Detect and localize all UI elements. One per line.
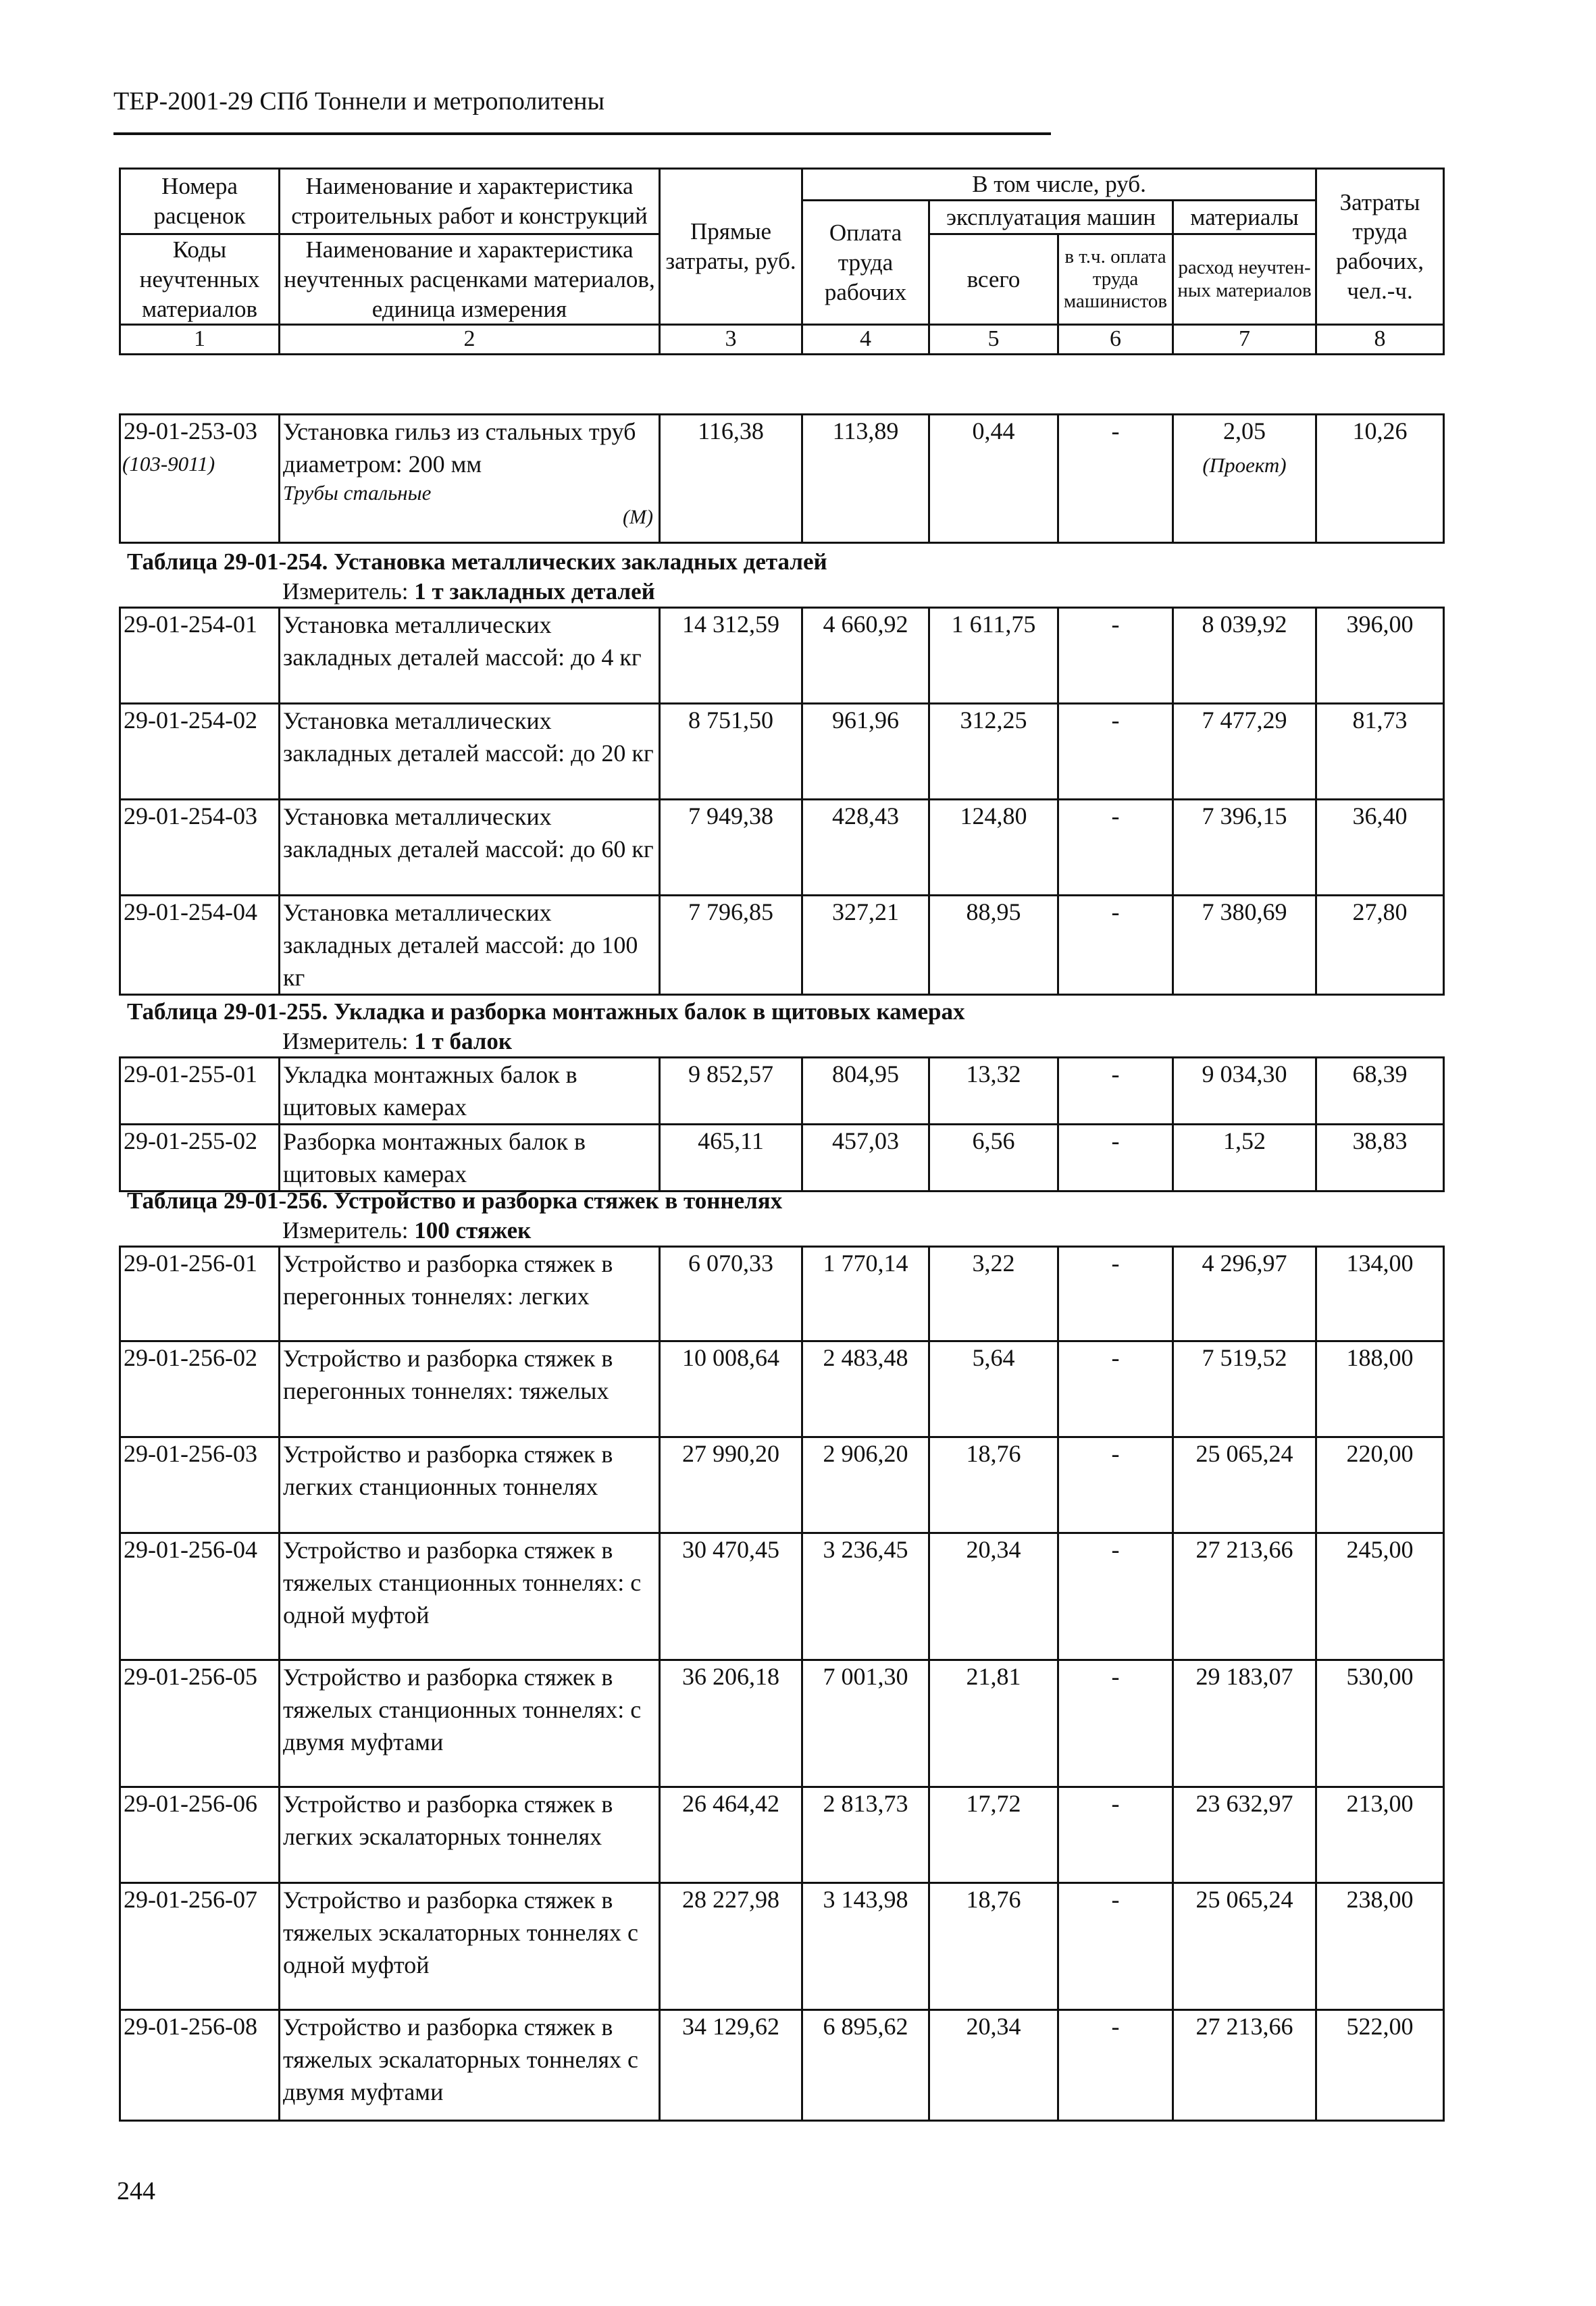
direct-costs: 26 464,42 [682, 1790, 779, 1817]
table-row [120, 1341, 1444, 1437]
direct-costs: 9 852,57 [688, 1060, 773, 1087]
operators-pay: - [1111, 1790, 1120, 1817]
direct-costs: 465,11 [698, 1127, 764, 1154]
machines-total: 88,95 [966, 898, 1021, 925]
table-29-01-255 [119, 1056, 1445, 1192]
column-number: 4 [802, 325, 929, 355]
work-name: Устройство и разборка стяжек в тяжелых станционных тоннелях: с двумя муфтами [283, 1664, 642, 1756]
header-direct-costs: Прямые затраты, руб. [660, 169, 802, 325]
labor-pay: 113,89 [832, 417, 899, 444]
operators-pay: - [1111, 1886, 1120, 1913]
machines-total: 20,34 [966, 2013, 1021, 2040]
machines-total: 17,72 [966, 1790, 1021, 1817]
work-name: Устройство и разборка стяжек в перегонных тоннелях: тяжелых [283, 1345, 613, 1404]
meter-value: 100 стяжек [414, 1217, 532, 1244]
operators-pay: - [1111, 1060, 1120, 1087]
header-including-group: В том числе, руб. [802, 169, 1316, 201]
table-row [120, 1533, 1444, 1660]
work-name: Установка металлических закладных деталей массой: до 60 кг [283, 803, 654, 863]
header-labor-pay: Оплата труда рабочих [802, 201, 929, 325]
direct-costs: 116,38 [698, 417, 764, 444]
machines-total: 0,44 [972, 417, 1015, 444]
machines-total: 13,32 [966, 1060, 1021, 1087]
machines-total: 5,64 [972, 1344, 1015, 1371]
meter-label: Измеритель: [282, 1217, 409, 1244]
direct-costs: 27 990,20 [682, 1440, 779, 1467]
machines-total: 1 611,75 [951, 611, 1036, 638]
table-29-01-254 [119, 607, 1445, 996]
materials-cost: 23 632,97 [1195, 1790, 1293, 1817]
direct-costs: 30 470,45 [682, 1536, 779, 1563]
column-number: 2 [280, 325, 660, 355]
table-row [120, 1247, 1444, 1341]
page-number: 244 [117, 2177, 155, 2205]
rate-code: 29-01-253-03 [124, 417, 257, 444]
machines-total: 18,76 [966, 1440, 1021, 1467]
materials-cost: 25 065,24 [1195, 1440, 1293, 1467]
operators-pay: - [1111, 1440, 1120, 1467]
work-name: Установка металлических закладных деталей массой: до 4 кг [283, 611, 642, 671]
labor-hours: 213,00 [1346, 1790, 1414, 1817]
labor-pay: 4 660,92 [823, 611, 908, 638]
header-rate-numbers: Номера расценок [120, 169, 280, 234]
operators-pay: - [1111, 1250, 1120, 1277]
rate-code: 29-01-256-06 [124, 1790, 257, 1817]
labor-pay: 7 001,30 [823, 1663, 908, 1690]
table-row [120, 1883, 1444, 2010]
header-materials-group: материалы [1173, 201, 1316, 234]
labor-hours: 522,00 [1346, 2013, 1414, 2040]
labor-pay: 2 483,48 [823, 1344, 908, 1371]
direct-costs: 34 129,62 [682, 2013, 779, 2040]
materials-cost: 8 039,92 [1202, 611, 1287, 638]
table-meter [282, 578, 655, 605]
work-name: Устройство и разборка стяжек в тяжелых станционных тоннелях: с одной муфтой [283, 1537, 642, 1629]
operators-pay: - [1111, 1536, 1120, 1563]
work-name: Устройство и разборка стяжек в легких эскалаторных тоннелях [283, 1791, 613, 1850]
table-row [120, 1125, 1444, 1192]
materials-cost: 4 296,97 [1202, 1250, 1287, 1277]
labor-hours: 188,00 [1346, 1344, 1414, 1371]
work-name: Разборка монтажных балок в щитовых камерах [283, 1128, 586, 1187]
work-name: Укладка монтажных балок в щитовых камерах [283, 1061, 577, 1121]
page-title: ТЕР-2001-29 СПб Тоннели и метрополитены [113, 87, 604, 116]
header-machines-total: всего [929, 234, 1058, 325]
rate-code: 29-01-255-02 [124, 1127, 257, 1154]
operators-pay: - [1111, 417, 1120, 444]
table-row [120, 1058, 1444, 1125]
header-unaccounted-materials: расход неучтен-ных материалов [1173, 234, 1316, 325]
title-divider [113, 132, 1051, 135]
header-work-name: Наименование и характеристика строительных работ и конструкций [280, 169, 660, 234]
operators-pay: - [1111, 802, 1120, 829]
meter-label: Измеритель: [282, 1028, 409, 1054]
operators-pay: - [1111, 1663, 1120, 1690]
operators-pay: - [1111, 1127, 1120, 1154]
work-name: Установка гильз из стальных труб диаметром: 200 мм [283, 418, 636, 478]
labor-hours: 134,00 [1346, 1250, 1414, 1277]
operators-pay: - [1111, 1344, 1120, 1371]
table-row [120, 704, 1444, 800]
rate-code: 29-01-256-07 [124, 1886, 257, 1913]
table-29-01-253-tail [119, 413, 1445, 544]
labor-pay: 1 770,14 [823, 1250, 908, 1277]
header-operators-pay: в т.ч. оплата труда машинистов [1058, 234, 1173, 325]
table-row [120, 1660, 1444, 1787]
labor-hours: 238,00 [1346, 1886, 1414, 1913]
direct-costs: 28 227,98 [682, 1886, 779, 1913]
materials-cost: 2,05 [1223, 417, 1266, 444]
work-name: Установка металлических закладных деталей массой: до 100 кг [283, 899, 638, 991]
direct-costs: 14 312,59 [682, 611, 779, 638]
rate-code: 29-01-254-04 [124, 898, 257, 925]
column-number: 5 [929, 325, 1058, 355]
labor-hours: 81,73 [1352, 707, 1408, 734]
materials-cost: 7 396,15 [1202, 802, 1287, 829]
machines-total: 6,56 [972, 1127, 1015, 1154]
table-row [120, 415, 1444, 543]
work-name: Устройство и разборка стяжек в перегонных тоннелях: легких [283, 1250, 613, 1310]
column-header-table [119, 168, 1445, 355]
table-row [120, 2010, 1444, 2121]
labor-pay: 3 143,98 [823, 1886, 908, 1913]
materials-cost: 27 213,66 [1195, 1536, 1293, 1563]
material-code: (103-9011) [122, 452, 215, 476]
operators-pay: - [1111, 707, 1120, 734]
header-material-names: Наименование и характеристика неучтенных расценками материалов, единица измерения [280, 234, 660, 325]
labor-pay: 2 813,73 [823, 1790, 908, 1817]
labor-pay: 428,43 [832, 802, 899, 829]
labor-pay: 327,21 [832, 898, 899, 925]
meter-label: Измеритель: [282, 578, 409, 605]
direct-costs: 10 008,64 [682, 1344, 779, 1371]
table-caption: Таблица 29-01-256. Устройство и разборка стяжек в тоннелях [127, 1187, 783, 1214]
operators-pay: - [1111, 2013, 1120, 2040]
table-caption: Таблица 29-01-255. Укладка и разборка монтажных балок в щитовых камерах [127, 998, 965, 1025]
materials-cost: 27 213,66 [1195, 2013, 1293, 2040]
materials-cost: 1,52 [1223, 1127, 1266, 1154]
rate-code: 29-01-256-08 [124, 2013, 257, 2040]
column-number: 1 [120, 325, 280, 355]
rate-code: 29-01-255-01 [124, 1060, 257, 1087]
operators-pay: - [1111, 898, 1120, 925]
labor-hours: 530,00 [1346, 1663, 1414, 1690]
labor-hours: 220,00 [1346, 1440, 1414, 1467]
column-number: 7 [1173, 325, 1316, 355]
labor-hours: 245,00 [1346, 1536, 1414, 1563]
rate-code: 29-01-256-05 [124, 1663, 257, 1690]
rate-code: 29-01-254-01 [124, 611, 257, 638]
direct-costs: 7 949,38 [688, 802, 773, 829]
work-name: Устройство и разборка стяжек в тяжелых эскалаторных тоннелях с одной муфтой [283, 1887, 639, 1978]
material-name: Трубы стальные [283, 481, 432, 505]
rate-code: 29-01-256-01 [124, 1250, 257, 1277]
machines-total: 312,25 [960, 707, 1027, 734]
rate-code: 29-01-256-04 [124, 1536, 257, 1563]
table-meter [282, 1217, 531, 1244]
meter-value: 1 т балок [414, 1028, 513, 1054]
table-29-01-256 [119, 1246, 1445, 2122]
labor-pay: 961,96 [832, 707, 899, 734]
rate-code: 29-01-256-03 [124, 1440, 257, 1467]
machines-total: 3,22 [972, 1250, 1015, 1277]
work-name: Устройство и разборка стяжек в легких станционных тоннелях [283, 1441, 613, 1500]
direct-costs: 36 206,18 [682, 1663, 779, 1690]
labor-hours: 10,26 [1352, 417, 1408, 444]
materials-cost: 7 519,52 [1202, 1344, 1287, 1371]
column-number: 8 [1316, 325, 1444, 355]
labor-pay: 3 236,45 [823, 1536, 908, 1563]
table-row [120, 608, 1444, 704]
meter-value: 1 т закладных деталей [414, 578, 655, 605]
table-caption: Таблица 29-01-254. Установка металлических закладных деталей [127, 548, 827, 575]
rate-code: 29-01-254-03 [124, 802, 257, 829]
work-name: Устройство и разборка стяжек в тяжелых эскалаторных тоннелях с двумя муфтами [283, 2014, 639, 2105]
labor-hours: 396,00 [1346, 611, 1414, 638]
column-number: 3 [660, 325, 802, 355]
table-row [120, 800, 1444, 896]
direct-costs: 6 070,33 [688, 1250, 773, 1277]
labor-hours: 27,80 [1352, 898, 1408, 925]
labor-hours: 68,39 [1352, 1060, 1408, 1087]
machines-total: 20,34 [966, 1536, 1021, 1563]
header-material-codes: Коды неучтенных материалов [120, 234, 280, 325]
header-labor-hours: Затраты труда рабочих, чел.-ч. [1316, 169, 1444, 325]
labor-hours: 38,83 [1352, 1127, 1408, 1154]
machines-total: 21,81 [966, 1663, 1021, 1690]
materials-cost: 9 034,30 [1202, 1060, 1287, 1087]
direct-costs: 7 796,85 [688, 898, 773, 925]
materials-cost: 25 065,24 [1195, 1886, 1293, 1913]
materials-cost: 7 477,29 [1202, 707, 1287, 734]
labor-pay: 2 906,20 [823, 1440, 908, 1467]
materials-note: (Проект) [1202, 453, 1287, 477]
direct-costs: 8 751,50 [688, 707, 773, 734]
labor-hours: 36,40 [1352, 802, 1408, 829]
table-row [120, 896, 1444, 995]
table-row [120, 1787, 1444, 1883]
rate-code: 29-01-254-02 [124, 707, 257, 734]
labor-pay: 804,95 [832, 1060, 899, 1087]
column-number: 6 [1058, 325, 1173, 355]
table-row [120, 1437, 1444, 1533]
operators-pay: - [1111, 611, 1120, 638]
labor-pay: 457,03 [832, 1127, 899, 1154]
machines-total: 124,80 [960, 802, 1027, 829]
machines-total: 18,76 [966, 1886, 1021, 1913]
rate-code: 29-01-256-02 [124, 1344, 257, 1371]
header-machines-group: эксплуатация машин [929, 201, 1173, 234]
table-meter [282, 1028, 512, 1055]
work-name: Установка металлических закладных деталей массой: до 20 кг [283, 707, 654, 767]
materials-cost: 7 380,69 [1202, 898, 1287, 925]
material-unit: (М) [623, 506, 653, 528]
labor-pay: 6 895,62 [823, 2013, 908, 2040]
materials-cost: 29 183,07 [1195, 1663, 1293, 1690]
